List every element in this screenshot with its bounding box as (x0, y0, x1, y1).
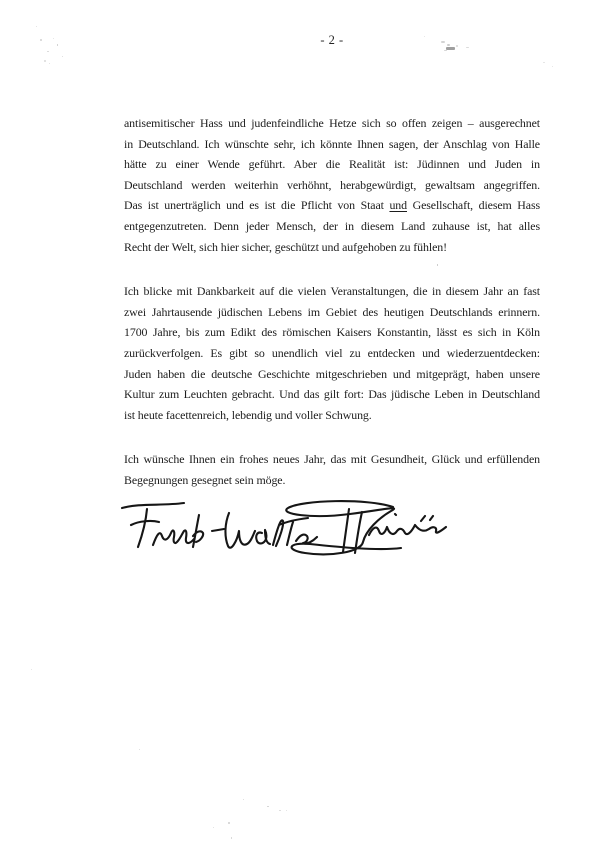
text-segment: Deutschland werden weiterhin verhöhnt, herabgewürdigt, gewaltsam angegriffen. (124, 177, 540, 192)
text-line (124, 302, 540, 323)
scan-speckle-artifact (437, 264, 438, 266)
page-number: - 2 - (320, 33, 344, 47)
scan-smudge-artifact (424, 36, 425, 37)
scan-smudge-artifact (466, 47, 469, 48)
signature (116, 500, 461, 564)
scan-speckle-artifact (231, 837, 232, 839)
text-line (124, 237, 540, 258)
scan-smudge-artifact (444, 50, 447, 51)
text-segment: Juden haben die deutsche Geschichte mitgeschrieben und mitgeprägt, haben unsere (124, 366, 540, 381)
text-line (124, 195, 540, 216)
text-segment: Gesellschaft, diesem Hass (407, 198, 540, 213)
text-line (124, 134, 540, 155)
scan-speckle-artifact (62, 56, 63, 57)
text-line (124, 154, 540, 175)
letter-body (124, 113, 540, 515)
text-line (124, 322, 540, 343)
signature-stroke-topbar (122, 503, 184, 508)
paragraph (124, 281, 540, 425)
scan-speckle-artifact (53, 38, 54, 39)
scan-speckle-artifact (31, 669, 32, 670)
text-segment: ist heute facettenreich, lebendig und voller Schwung. (124, 407, 372, 422)
scan-speckle-artifact (40, 39, 42, 41)
text-segment: in Deutschland. Ich wünschte sehr, ich könnte Ihnen sagen, der Anschlag von Halle (124, 136, 540, 151)
scan-speckle-artifact (57, 44, 58, 46)
text-segment: zurückverfolgen. Es gibt so unendlich viel zu entdecken und wiederzuentdecken: (124, 345, 540, 360)
text-line (124, 384, 540, 405)
scan-speckle-artifact (47, 51, 49, 52)
text-line (124, 216, 540, 237)
text-line (124, 175, 540, 196)
text-segment: Begegnungen gesegnet sein möge. (124, 472, 286, 487)
text-segment: Kultur zum Leuchten gebracht. Und das gilt fort: Das jüdische Leben in Deutschland (124, 387, 540, 402)
text-line (124, 281, 540, 302)
text-line (124, 364, 540, 385)
text-line (124, 449, 540, 470)
scan-speckle-artifact (44, 60, 46, 62)
scan-smudge-artifact (456, 45, 458, 47)
text-line (124, 113, 540, 134)
text-line (124, 470, 540, 491)
signature-image (116, 500, 461, 564)
text-segment: Recht der Welt, sich hier sicher, geschützt und aufgehoben zu fühlen! (124, 239, 447, 254)
text-segment: entgegenzutreten. Denn jeder Mensch, der in diesem Land zuhause ist, hat alles (124, 218, 540, 233)
text-line (124, 343, 540, 364)
scan-speckle-artifact (267, 806, 269, 807)
text-segment: Ich wünsche Ihnen ein frohes neues Jahr, das mit Gesundheit, Glück und erfüllenden (124, 452, 540, 467)
text-segment: Ich blicke mit Dankbarkeit auf die vielen Veranstaltungen, die in diesem Jahr an fast (124, 284, 540, 299)
signature-stroke-frank (131, 509, 224, 547)
paragraph (124, 449, 540, 490)
scan-speckle-artifact (36, 26, 37, 27)
text-line (124, 405, 540, 426)
scan-smudge-artifact (447, 44, 450, 46)
text-segment: hätte zu einer Wende geführt. Aber die Realität ist: Jüdinnen und Juden in (124, 157, 540, 172)
scan-speckle-artifact (286, 810, 287, 811)
paragraph (124, 113, 540, 257)
scan-speckle-artifact (552, 66, 553, 67)
scan-speckle-artifact (543, 62, 545, 63)
scan-speckle-artifact (139, 749, 140, 750)
signature-stroke-walter (225, 513, 317, 548)
scan-smudge-artifact (446, 47, 455, 50)
text-segment: Das ist unerträglich und es ist die Pflicht von Staat (124, 198, 390, 213)
scan-speckle-artifact (213, 827, 214, 828)
text-segment: zwei Jahrtausende jüdischen Lebens im Gebiet des heutigen Deutschlands erinnern. (124, 304, 540, 319)
text-segment: antisemitischer Hass und judenfeindliche Hetze sich so offen zeigen – ausgerechnet (124, 116, 540, 130)
scan-speckle-artifact (279, 810, 281, 811)
scan-speckle-artifact (49, 63, 50, 64)
underlined-word: und (389, 198, 407, 213)
scan-speckle-artifact (243, 799, 244, 800)
scan-speckle-artifact (228, 822, 230, 824)
text-segment: 1700 Jahre, bis zum Edikt des römischen Kaisers Konstantin, lässt es sich in Köln (124, 325, 540, 340)
scan-smudge-artifact (441, 41, 445, 43)
